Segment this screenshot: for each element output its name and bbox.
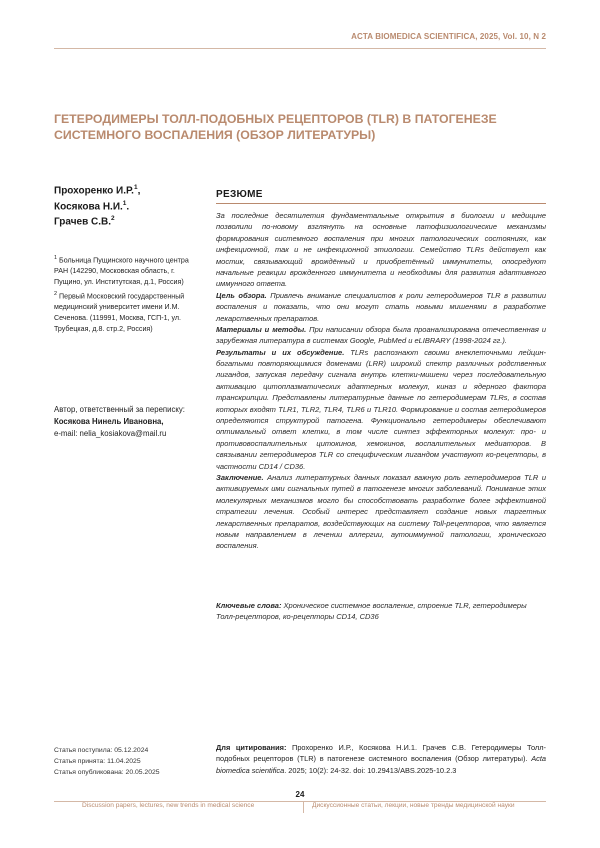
header-divider	[54, 48, 546, 49]
abstract-conclusion	[216, 472, 546, 552]
affiliation-marker: 2	[54, 291, 57, 297]
footer-section-en: Discussion papers, lectures, new trends in medical science	[82, 802, 254, 809]
author-list	[54, 183, 204, 230]
article-title-line-1: ГЕТЕРОДИМЕРЫ ТОЛЛ-ПОДОБНЫХ РЕЦЕПТОРОВ (TLR) В ПАТОГЕНЕЗЕ	[54, 111, 524, 127]
results-text: TLRs распознают своими внеклеточными лейцин-богатыми повторяющимися доменами (LRR) широкий спектр различных родственных лигандов, запуская передачу сигнала внутрь клетки-мишени через последовательную активацию цитоплазматических адаптерных молекул, киназ и ядерного фактора транскрипции. Представлены литературные данные по гетеродимерам TLRs, в состав которых входят TLR1, TLR2, TLR4, TLR6 и TLR10. Формирование и состав гетеродимеров определяются структурой патогена. Функционально гетеродимеры обеспечивают оптимальный ответ клетки, в том числе синтез эффекторных молекул: про- и противовоспалительных цитокинов, хемокинов, воспалительных медиаторов. В связывании гетеродимеров TLR со специфическим лигандом участвуют ко-рецепторы, в частности CD14 / CD36.	[216, 348, 546, 471]
keywords	[216, 600, 546, 623]
author-1	[54, 183, 204, 199]
author-3	[54, 214, 204, 230]
author-affil-ref: 1	[123, 200, 127, 207]
abstract	[216, 210, 546, 552]
correspondence-block	[54, 404, 214, 440]
author-2	[54, 199, 204, 215]
article-title-line-2: СИСТЕМНОГО ВОСПАЛЕНИЯ (ОБЗОР ЛИТЕРАТУРЫ)	[54, 127, 524, 143]
author-name: Грачев С.В.	[54, 216, 111, 227]
abstract-results	[216, 347, 546, 472]
results-label: Результаты и их обсуждение.	[216, 348, 344, 357]
author-affil-ref: 1	[134, 184, 138, 191]
methods-label: Материалы и методы.	[216, 325, 306, 334]
keywords-label: Ключевые слова:	[216, 601, 281, 610]
correspondence-email[interactable]: e-mail: nelia_kosiakova@mail.ru	[54, 428, 214, 440]
methods-text: При написании обзора была проанализирована отечественная и зарубежная литература в системах Google, PubMed и eLIBRARY (1998-2024 гг.).	[216, 325, 546, 345]
abstract-intro: За последние десятилетия фундаментальные открытия в биологии и медицине позволили по-новому взглянуть на основные патофизиологические механизмы формирования системного воспаления при многих патологических состояниях, как инфекционной, так и не инфекционной этиологии. Семейство TLRs действует как мостик, связывающий врождённый и приобретённый иммунитеты, опосредуют начальные реакции врожденного иммунитета и необходимы для развития адаптивного иммунного ответа.	[216, 210, 546, 290]
affiliations	[54, 254, 204, 337]
author-sep: ,	[138, 185, 141, 196]
date-received: Статья поступила: 05.12.2024	[54, 746, 204, 757]
article-title	[54, 111, 524, 143]
correspondence-name: Косякова Нинель Ивановна,	[54, 416, 214, 428]
page-number: 24	[0, 790, 600, 799]
resume-divider	[216, 203, 546, 204]
abstract-methods	[216, 324, 546, 347]
author-affil-ref: 2	[111, 215, 115, 222]
author-name: Косякова Н.И.	[54, 201, 123, 212]
affiliation-marker: 1	[54, 255, 57, 261]
aim-text: Привлечь внимание специалистов к роли гетеродимеров TLR в развитии воспаления и показать, что они могут стать новыми мишенями в разработке лекарственных препаратов.	[216, 291, 546, 323]
conclusion-label: Заключение.	[216, 473, 264, 482]
conclusion-text: Анализ литературных данных показал важную роль гетеродимеров TLR и активируемых ими сигнальных путей в патогенезе многих заболеваний. Понимание этих молекулярных механизмов могло бы способствовать разработке более эффективной стратегии лечения. Особый интерес представляет создание новых таргетных лекарственных препаратов, воздействующих на систему Toll-рецепторов, что является новым направлением в лечении аллергии, аутоиммунной патологии, хронического воспаления.	[216, 473, 546, 550]
citation-tail: . 2025; 10(2): 24-32. doi: 10.29413/ABS.2025-10.2.3	[284, 766, 456, 775]
affiliation-2	[54, 290, 204, 334]
citation-journal: Acta biomedica scientifica	[216, 754, 546, 774]
affiliation-1	[54, 254, 204, 287]
footer-separator	[303, 801, 304, 813]
resume-heading: РЕЗЮМЕ	[216, 189, 546, 200]
date-accepted: Статья принята: 11.04.2025	[54, 757, 204, 768]
aim-label: Цель обзора.	[216, 291, 267, 300]
affiliation-text: Больница Пущинского научного центра РАН (142290, Московская область, г. Пущино, ул. Институтская, д.1, Россия)	[54, 256, 189, 285]
article-dates	[54, 746, 204, 779]
affiliation-text: Первый Московский государственный медицинский университет имени И.М. Сеченова. (119991, Москва, ГСП-1, ул. Трубецкая, д.8. стр.2, Россия)	[54, 293, 184, 333]
keywords-text: Хроническое системное воспаление, строение TLR, гетеродимеры Толл-рецепторов, ко-рецепторы CD14, CD36	[216, 601, 527, 621]
abstract-aim	[216, 290, 546, 324]
footer-section-ru: Дискуссионные статьи, лекции, новые тренды медицинской науки	[312, 802, 515, 809]
journal-running-header: ACTA BIOMEDICA SCIENTIFICA, 2025, Vol. 10, N 2	[351, 32, 546, 41]
citation-text: Прохоренко И.Р., Косякова Н.И.1. Грачев С.В. Гетеродимеры Толл-подобных рецепторов (TLR) в патогенезе системного воспаления (Обзор литературы).	[216, 743, 546, 763]
citation-label: Для цитирования:	[216, 743, 286, 752]
correspondence-label: Автор, ответственный за переписку:	[54, 404, 214, 416]
date-published: Статья опубликована: 20.05.2025	[54, 768, 204, 779]
citation	[216, 742, 546, 776]
author-name: Прохоренко И.Р.	[54, 185, 134, 196]
author-sep: .	[126, 201, 129, 212]
